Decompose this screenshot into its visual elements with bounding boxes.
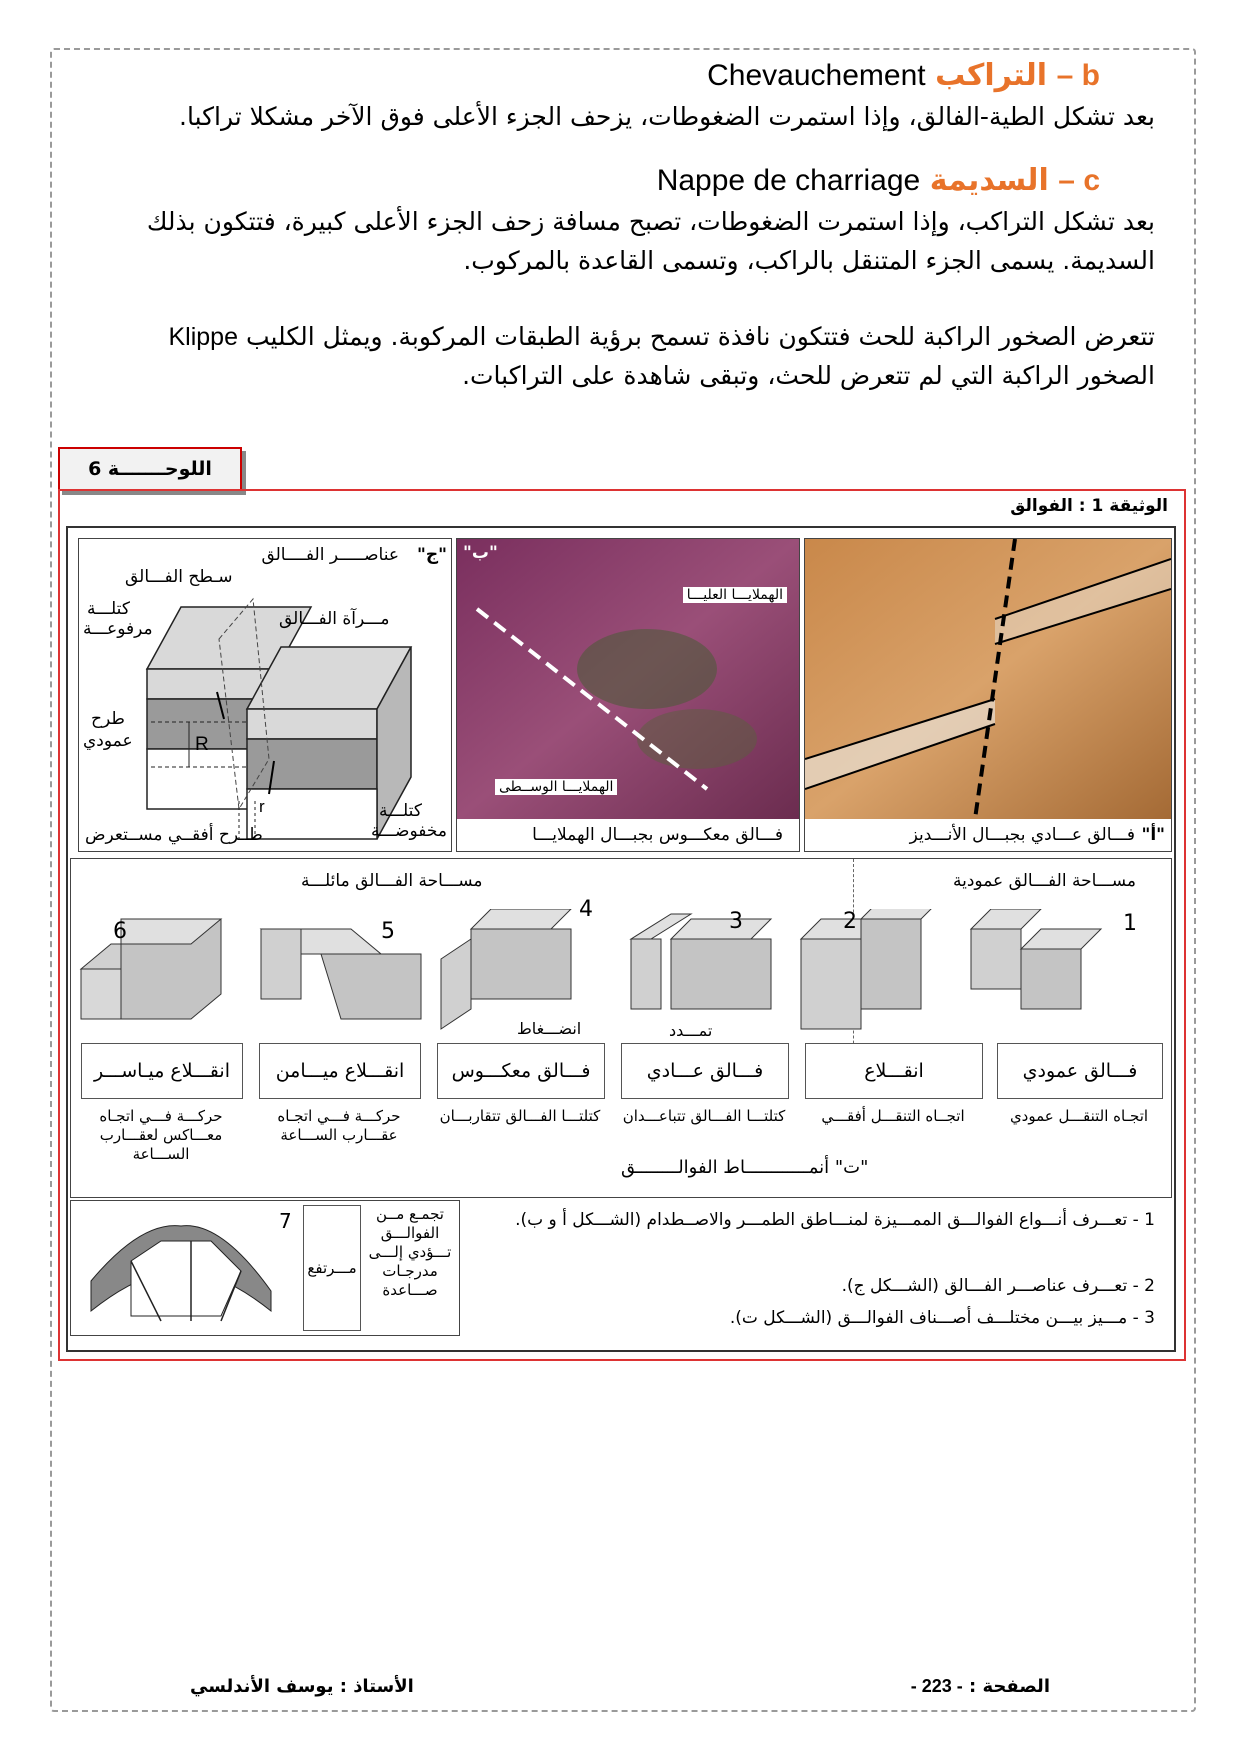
figure-j bbox=[78, 538, 452, 852]
section-c-line2: السديمة. يسمى الجزء المتنقل بالراكب، وتسمى القاعدة بالمركوب. bbox=[463, 246, 1155, 275]
fig-a-tag: "أ" bbox=[1141, 825, 1165, 845]
fig-b-tag: "ب" bbox=[463, 543, 498, 563]
type-1-number: 1 bbox=[1123, 911, 1137, 936]
fig-j-surface-label: سـطح الفـــالق bbox=[125, 567, 233, 587]
type-2-name: انقـــلاع bbox=[805, 1043, 983, 1099]
type-3-name: فـــالق عـــادي bbox=[621, 1043, 789, 1099]
type-2-desc: اتجــاه التنقـــل أفقـــي bbox=[821, 1107, 965, 1125]
andes-photo bbox=[805, 539, 1171, 819]
type-4-note: انضـــغاط bbox=[517, 1019, 582, 1038]
fig-7-desc: تجمـع مــن الفوالـــق تـــؤدي إلـــى مدرجـات صـــاعدة bbox=[368, 1205, 452, 1299]
type-6-desc: حركـــة فـــي اتجـاه معـــاكس لعقـــارب الســـاعة bbox=[99, 1107, 223, 1163]
fig-t-area-vertical: مســـاحة الفـــالق عمودية bbox=[953, 871, 1136, 891]
section-c-title: c – السديمة Nappe de charriage bbox=[656, 163, 1100, 198]
type-4-number: 4 bbox=[579, 897, 593, 922]
fig-a-caption: فـــالق عـــادي بجبـــال الأنـــديز bbox=[909, 825, 1135, 845]
fig-t-title: "ت" أنمــــــــــــاط الفوالــــــــق bbox=[621, 1157, 869, 1178]
type-5-number: 5 bbox=[381, 919, 395, 944]
stepped-faults-diagram bbox=[71, 1201, 281, 1335]
type-3-desc: كتلتـــا الفـــالق تتباعـــدان bbox=[622, 1107, 786, 1125]
figure-t bbox=[70, 858, 1172, 1198]
question-1: 1 - تعـــرف أنـــواع الفوالـــق الممـــيزة لمنـــاطق الطمـــر والاصــطدام (الشـــكل أ و ب). bbox=[515, 1210, 1155, 1230]
himalaya-photo bbox=[457, 539, 799, 819]
fig-j-raised-label-2: مرفوعـــة bbox=[83, 619, 153, 639]
fig-j-mirror-label: مـــرآة الفـــالق bbox=[279, 609, 390, 629]
footer-page: الصفحة : - 223 - bbox=[910, 1676, 1050, 1697]
fig-7-box: مـــرتفع bbox=[303, 1205, 361, 1331]
section-b-text: بعد تشكل الطية-الفالق، وإذا استمرت الضغوطات، يزحف الجزء الأعلى فوق الآخر مشكلا تراكبا. bbox=[179, 102, 1155, 131]
klippe-line2: الصخور الراكبة التي لم تتعرض للحث، وتبقى شاهدة على التراكبات. bbox=[462, 361, 1155, 390]
type-3-note: تمـــدد bbox=[669, 1021, 713, 1040]
type-6-name: انقـــلاع ميـاســـر bbox=[81, 1043, 243, 1099]
fig-7-number: 7 bbox=[279, 1209, 292, 1233]
section-c-line1: بعد تشكل التراكب، وإذا استمرت الضغوطات، تصبح مسافة زحف الجزء الأعلى كبيرة، فتتكون بذلك bbox=[146, 207, 1155, 236]
fig-j-lowered-label-2: مخفوضـــة bbox=[371, 821, 447, 841]
klippe-line1: تتعرض الصخور الراكبة للحث فتتكون نافذة تسمح برؤية الطبقات المركوبة. ويمثل الكليب Klippe bbox=[168, 322, 1155, 351]
type-4-name: فـــالق معكـــوس bbox=[437, 1043, 605, 1099]
fig-j-lowered-label-1: كتلـــة bbox=[379, 801, 422, 821]
fig-j-r: r bbox=[259, 797, 265, 816]
question-3: 3 - مـــيز بيـــن مختلـــف أصـــناف الفوالـــق (الشـــكل ت). bbox=[729, 1308, 1155, 1328]
fault-types-blocks bbox=[71, 909, 1171, 1049]
document-title: الوثيقة 1 : الفوالق bbox=[1010, 496, 1168, 516]
type-1-name: فـــالق عمودي bbox=[997, 1043, 1163, 1099]
figure-b bbox=[456, 538, 800, 852]
type-1-desc: اتجـاه التنقـــل عمودي bbox=[1009, 1107, 1149, 1125]
type-5-desc: حركـــة فـــي اتجـاه عقـــارب الســـاعة bbox=[277, 1107, 401, 1144]
fig-b-upper-label: الهملايـــا العليـــا bbox=[683, 587, 787, 603]
fig-j-vertical-label-2: عمودي bbox=[83, 731, 133, 751]
question-2: 2 - تعـــرف عناصـــر الفـــالق (الشـــكل ج). bbox=[841, 1276, 1155, 1296]
fig-t-area-inclined: مســـاحة الفـــالق مائلـــة bbox=[301, 871, 483, 891]
fig-j-vertical-label-1: طرح bbox=[91, 709, 125, 729]
figure-a bbox=[804, 538, 1172, 852]
fig-j-R: R bbox=[195, 734, 209, 755]
type-3-number: 3 bbox=[729, 909, 743, 934]
panel-label: اللوحـــــــة 6 bbox=[58, 447, 242, 491]
type-2-number: 2 bbox=[843, 909, 857, 934]
type-6-number: 6 bbox=[113, 919, 127, 944]
fig-b-middle-label: الهملايـــا الوســطى bbox=[495, 779, 617, 795]
footer-author: الأستاذ : يوسف الأندلسي bbox=[190, 1676, 414, 1697]
figure-7 bbox=[70, 1200, 460, 1336]
section-b-title: b – التراكب Chevauchement bbox=[707, 58, 1100, 93]
type-4-desc: كتلتـــا الفـــالق تتقاربـــان bbox=[439, 1107, 601, 1125]
fig-j-tag: "ج" bbox=[417, 545, 447, 565]
fig-j-horizontal-label: طــرح أفقــي مســتعرض bbox=[85, 825, 263, 845]
fig-j-title: عناصـــــر الفــــالق bbox=[261, 545, 399, 565]
fig-b-caption: فـــالق معكـــوس بجبـــال الهملايـــا bbox=[532, 825, 783, 845]
type-5-name: انقـــلاع ميـــامن bbox=[259, 1043, 421, 1099]
fig-j-raised-label-1: كتلـــة bbox=[87, 599, 130, 619]
